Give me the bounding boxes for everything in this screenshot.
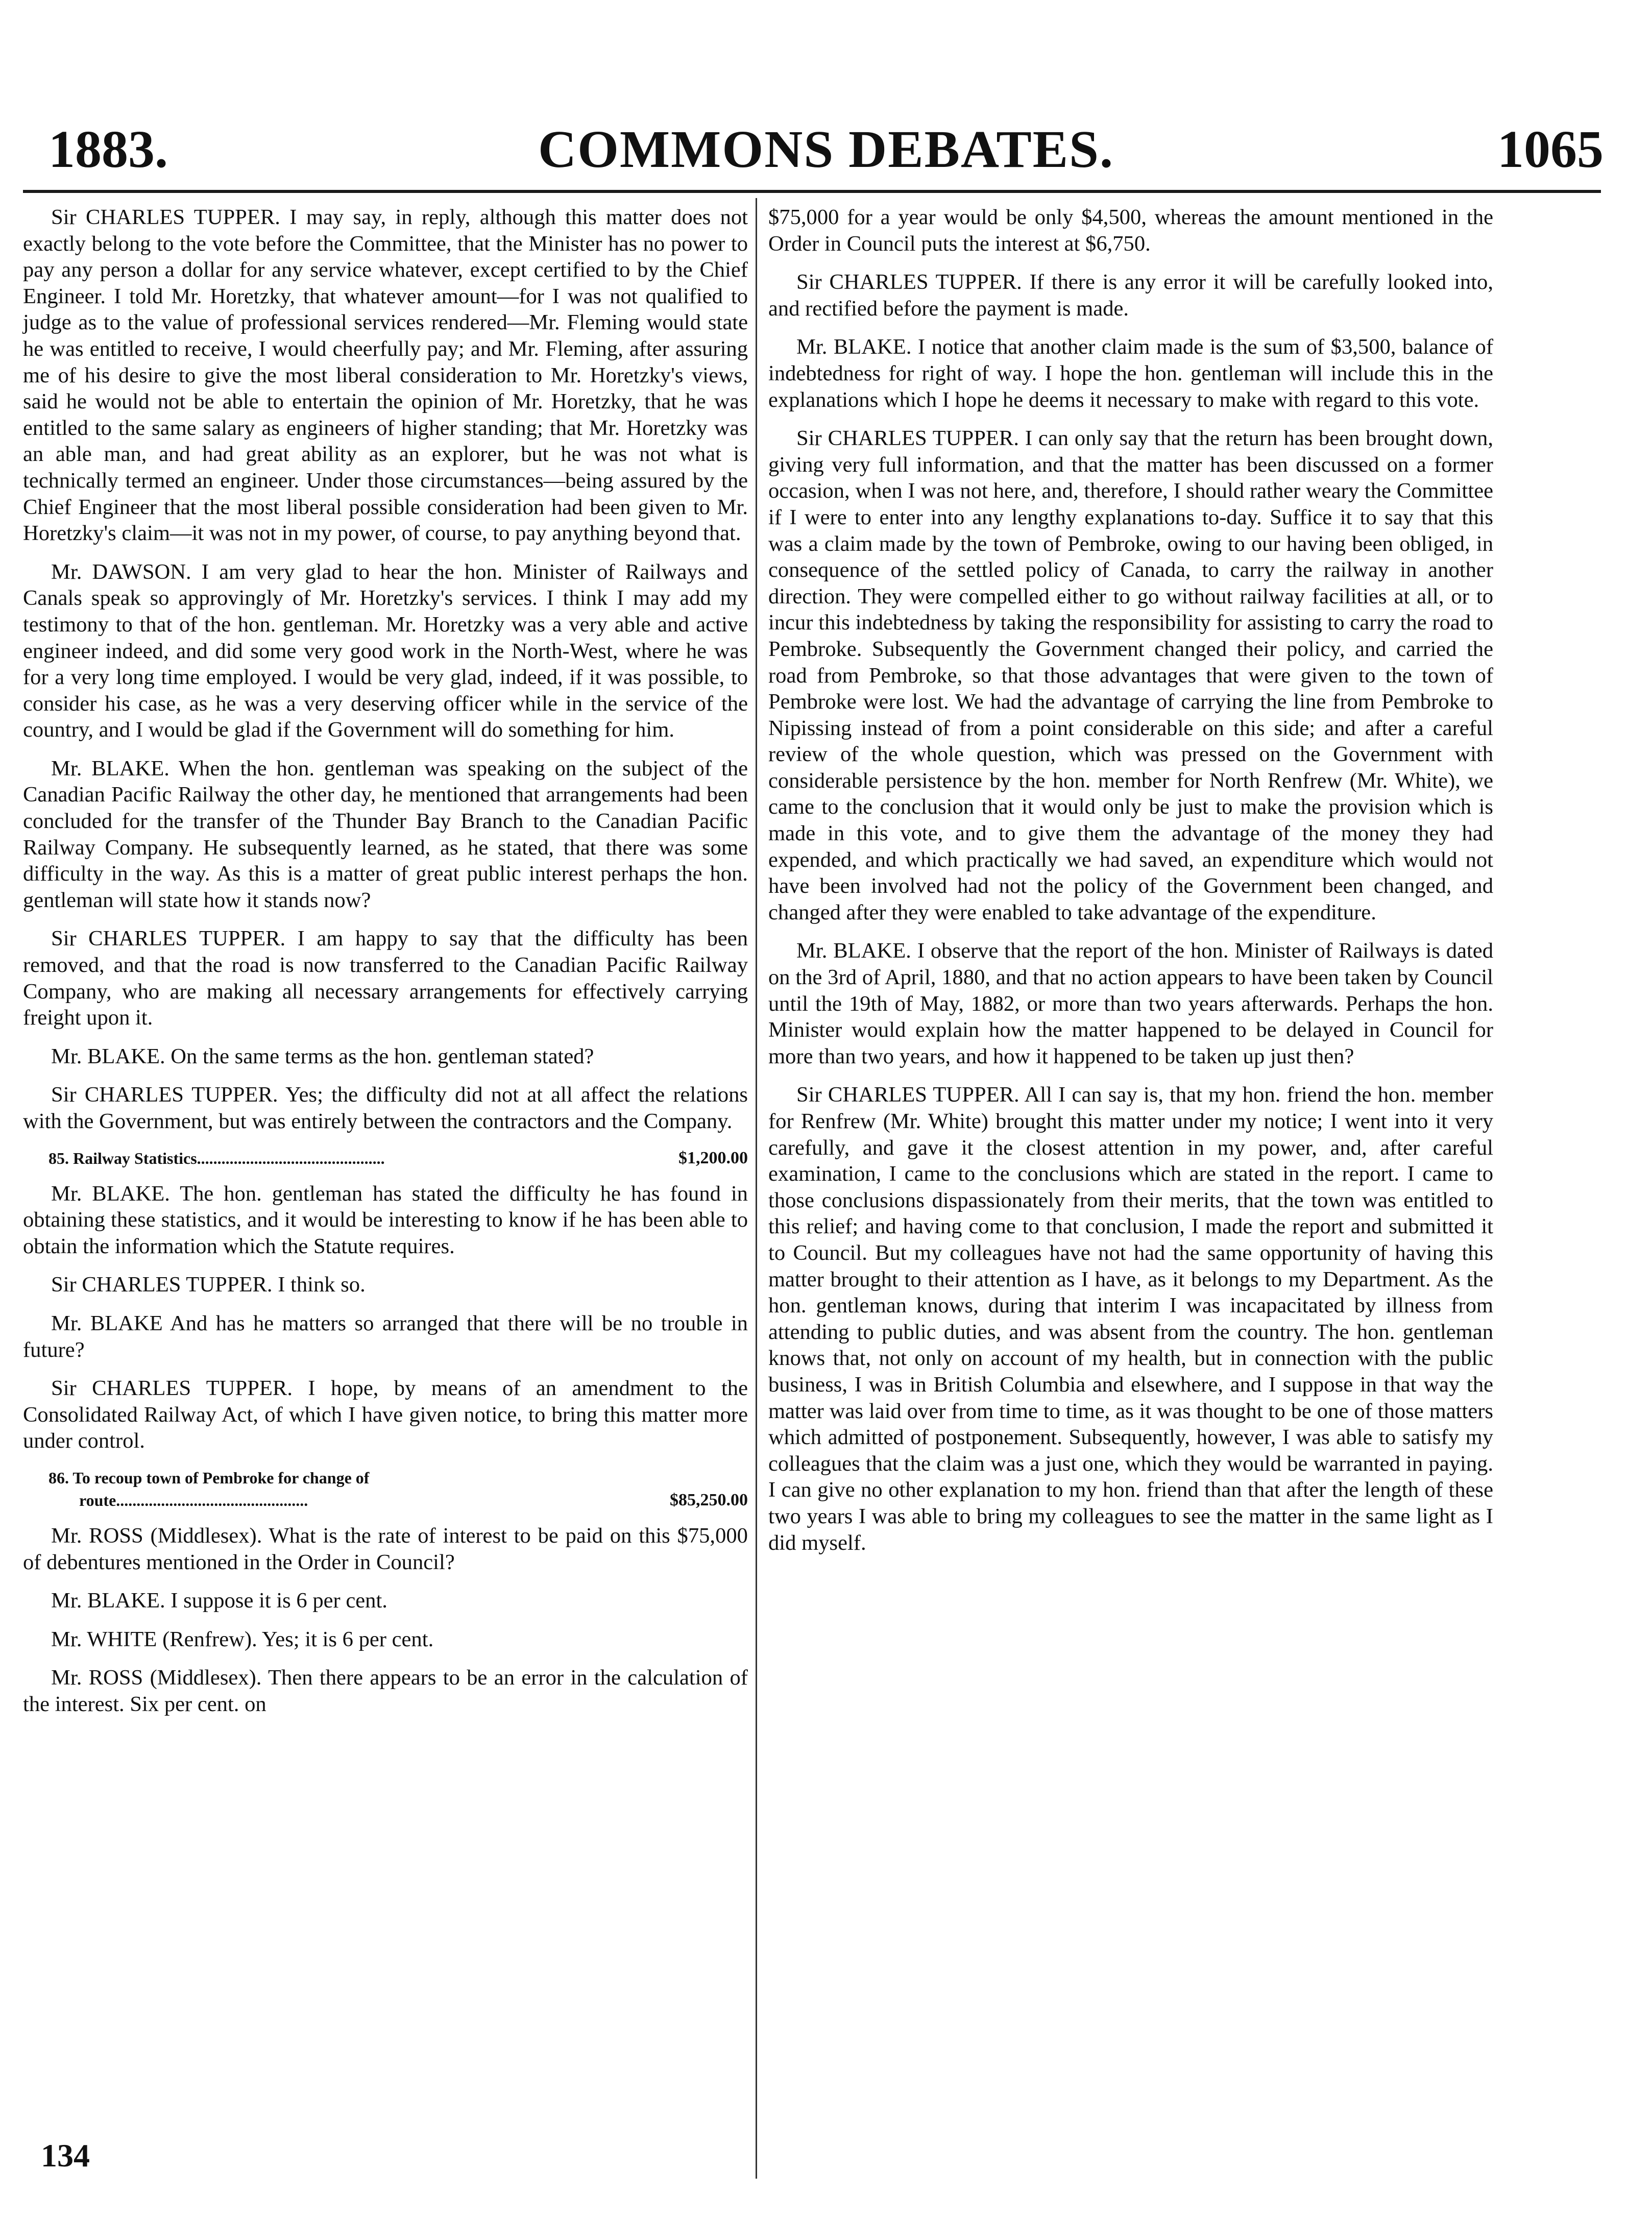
speaker-name: Mr. WHITE (Renfrew). — [51, 1627, 257, 1651]
vote-item — [23, 1467, 748, 1511]
speech-paragraph — [23, 559, 748, 743]
speech-paragraph — [23, 1181, 748, 1260]
column-divider — [756, 198, 757, 2179]
speech-paragraph — [768, 938, 1493, 1069]
vote-label-line2: route — [79, 1491, 116, 1509]
left-column — [23, 204, 748, 1730]
vote-dot-leader: .............................................. — [197, 1149, 385, 1167]
vote-label: 85. Railway Statistics — [48, 1149, 197, 1167]
speaker-name: Sir CHARLES TUPPER. — [51, 1273, 273, 1297]
speech-text: I observe that the report of the hon. Minister of Railways is dated on the 3rd of April, 1880, and that no action appears to have been taken by Council until the 19th of May, 1882, or more than two years afterwards. Perhaps the hon. Minister would explain how the matter happened to be delayed in Council for more than two years, and how it happened to be taken up just then? — [768, 939, 1494, 1068]
speaker-name: Mr. ROSS (Middlesex). — [51, 1523, 262, 1548]
speech-paragraph — [23, 1375, 748, 1454]
vote-item — [23, 1147, 748, 1169]
speech-paragraph — [23, 1043, 748, 1070]
speech-text: What is the rate of interest to be paid on this $75,000 of debentures mentioned in the Order in Council? — [23, 1523, 748, 1574]
speaker-name: Sir CHARLES TUPPER. — [51, 1083, 278, 1107]
speech-paragraph — [23, 925, 748, 1031]
speech-text: $75,000 for a year would be only $4,500, whereas the amount mentioned in the Order in Council puts the interest at $6,750. — [768, 205, 1493, 256]
speech-text: Yes; it is 6 per cent. — [261, 1627, 434, 1651]
speech-text: I hope, by means of an amendment to the Consolidated Railway Act, of which I have given notice, to bring this matter more under control. — [23, 1376, 748, 1453]
speech-paragraph — [23, 204, 748, 547]
speech-text: I am very glad to hear the hon. Minister of Railways and Canals speak so approvingly of Mr. Horetzky's services. I think I may add my testimony to that of the hon. gentleman. Mr. Horetzky was a very able and active engineer indeed, and did some very good work in the North-West, where he was for a very long time employed. I would be very glad, indeed, if it was possible, to consider his case, as he was a very deserving officer while in the service of the country, and I would be glad if the Government will do something for him. — [23, 559, 748, 742]
speaker-name: Sir CHARLES TUPPER. — [51, 205, 280, 229]
vote-label: 86. To recoup town of Pembroke for change of — [48, 1468, 370, 1487]
speech-paragraph — [768, 425, 1493, 925]
speaker-name: Mr. BLAKE. — [796, 939, 911, 963]
speech-text: I notice that another claim made is the sum of $3,500, balance of indebtedness for right of way. I hope the hon. gentleman will include this in the explanations which I hope he deems it necessary to make with regard to this vote. — [768, 335, 1493, 412]
speech-text: I think so. — [278, 1273, 366, 1297]
speaker-name: Sir CHARLES TUPPER. — [51, 1376, 293, 1401]
speech-paragraph — [23, 755, 748, 914]
speech-paragraph — [23, 1588, 748, 1614]
speech-paragraph — [23, 1310, 748, 1363]
vote-amount: $85,250.00 — [670, 1490, 748, 1509]
speech-text: I may say, in reply, although this matter does not exactly belong to the vote before the Committee, that the Minister has no power to pay any person a dollar for any service whatever, except certified to by the Chief Engineer. I told Mr. Horetzky, that whatever amount—for I was not qualified to judge as to the value of professional services rendered—Mr. Fleming would state he was entitled to receive, I would cheerfully pay; and Mr. Fleming, after assuring me of his desire to give the most liberal consideration to Mr. Horetzky's views, said he would not be able to entertain the opinion of Mr. Horetzky, that he was entitled to the same salary as engineers of higher standing; that Mr. Horetzky was an able man, and had great ability as an explorer, but he was not what is technically termed an engineer. Under those circumstances—being assured by the Chief Engineer that the most liberal possible consideration had been given to Mr. Horetzky's claim—it was not in my power, of course, to pay anything beyond that. — [23, 205, 748, 546]
speech-text: I suppose it is 6 per cent. — [171, 1589, 387, 1613]
speech-text: On the same terms as the hon. gentleman stated? — [171, 1044, 594, 1068]
header-year: 1883. — [48, 120, 168, 179]
speech-text: All I can say is, that my hon. friend the hon. member for Renfrew (Mr. White) brought this matter under my notice; I went into it very carefully, and gave it the closest attention in my power, and, after careful examination, I came to the conclusions which are stated in the report. I came to those conclusions dispassionately from their merits, that the town was entitled to this relief; and having come to that conclusion, I made the report and submitted it to Council. But my colleagues have not had the same opportunity of having this matter brought to their attention as I have, as it belongs to my Department. As the hon. gentleman knows, during that interim I was incapacitated by illness from attending to public duties, and was absent from the country. The hon. gentleman knows that, not only on account of my health, but in connection with the public business, I was in British Columbia and elsewhere, and I suppose in that way the matter was laid over from time to time, as it was thought to be one of those matters which admitted of postponement. Subsequently, however, I was able to satisfy my colleagues that the claim was a just one, which they would be warranted in paying. I can give no other explanation to my hon. friend than that after the length of these two years I was able to bring my colleagues to see the matter in the same light as I did myself. — [768, 1083, 1493, 1555]
speaker-name: Mr. BLAKE. — [51, 756, 169, 780]
speech-text: If there is any error it will be carefully looked into, and rectified before the payment is made. — [768, 270, 1493, 321]
speaker-name: Sir CHARLES TUPPER. — [796, 1083, 1019, 1107]
speaker-name: Mr. DAWSON. — [51, 559, 191, 584]
speaker-name: Mr. ROSS (Middlesex). — [51, 1666, 262, 1690]
speech-paragraph — [23, 1272, 748, 1298]
vote-dot-leader: ............................................... — [116, 1491, 308, 1509]
speech-text: The hon. gentleman has stated the difficulty he has found in obtaining these statistics, and it would be interesting to know if he has been able to obtain the information which the Statute requires. — [23, 1181, 748, 1258]
speaker-name: Sir CHARLES TUPPER. — [796, 270, 1022, 295]
header-page-number: 1065 — [1497, 120, 1604, 179]
running-head — [48, 116, 1604, 193]
vote-amount: $1,200.00 — [678, 1148, 748, 1167]
speech-paragraph — [23, 1523, 748, 1575]
signature-mark: 134 — [41, 2137, 90, 2174]
speech-paragraph — [23, 1626, 748, 1653]
speech-paragraph — [23, 1082, 748, 1134]
speech-paragraph — [768, 269, 1493, 322]
speech-paragraph — [23, 1665, 748, 1717]
right-column — [768, 204, 1493, 1568]
speaker-name: Sir CHARLES TUPPER. — [51, 926, 286, 951]
speaker-name: Mr. BLAKE. — [51, 1044, 165, 1068]
speech-text: I am happy to say that the difficulty has been removed, and that the road is now transferred to the Canadian Pacific Railway Company, who are making all necessary arrangements for effectively carrying freight upon it. — [23, 926, 748, 1030]
speaker-name: Sir CHARLES TUPPER. — [796, 426, 1019, 451]
header-title: COMMONS DEBATES. — [538, 120, 1114, 179]
speech-text: Then there appears to be an error in the calculation of the interest. Six per cent. on — [23, 1666, 748, 1716]
speech-text: And has he matters so arranged that there will be no trouble in future? — [23, 1311, 748, 1362]
speaker-name: Mr. BLAKE. — [51, 1181, 170, 1206]
header-rule — [23, 190, 1601, 193]
vote-label-continued — [23, 1489, 748, 1511]
speaker-name: Mr. BLAKE — [51, 1311, 163, 1335]
speech-paragraph — [768, 1082, 1493, 1556]
speech-paragraph — [768, 204, 1493, 257]
speech-text: When the hon. gentleman was speaking on the subject of the Canadian Pacific Railway the other day, he mentioned that arrangements had been concluded for the transfer of the Thunder Bay Branch to the Canadian Pacific Railway Company. He subsequently learned, as he stated, that there was some difficulty in the way. As this is a matter of great public interest perhaps the hon. gentleman will state how it stands now? — [23, 756, 748, 912]
speech-text: I can only say that the return has been brought down, giving very full information, and that the matter has been discussed on a former occasion, when I was not here, and, therefore, I should rather weary the Committee if I were to enter into any lengthy explanations to-day. Suffice it to say that this was a claim made by the town of Pembroke, owing to our having been obliged, in consequence of the settled policy of Canada, to carry the railway in another direction. They were compelled either to go without railway facilities at all, or to incur this indebtedness by taking the responsibility for assisting to carry the road to Pembroke. Subsequently the Government changed their policy, and carried the road from Pembroke, so that those advantages that were given to the town of Pembroke were lost. We had the advantage of carrying the line from Pembroke to Nipissing instead of from a point considerable on this side; and after a careful review of the whole question, which was pressed on the Government with considerable persistence by the hon. member for North Renfrew (Mr. White), we came to the conclusion that it would only be just to make the provision which is made in this vote, and to give them the advantage of the money they had expended, and which practically we had saved, an expenditure which would not have been involved had not the policy of the Government been changed, and changed after they were enabled to take advantage of the expenditure. — [768, 426, 1493, 924]
speech-paragraph — [768, 334, 1493, 413]
speaker-name: Mr. BLAKE. — [796, 335, 912, 359]
speaker-name: Mr. BLAKE. — [51, 1589, 165, 1613]
speech-text: Yes; the difficulty did not at all affect the relations with the Government, but was entirely between the contractors and the Company. — [23, 1083, 748, 1133]
